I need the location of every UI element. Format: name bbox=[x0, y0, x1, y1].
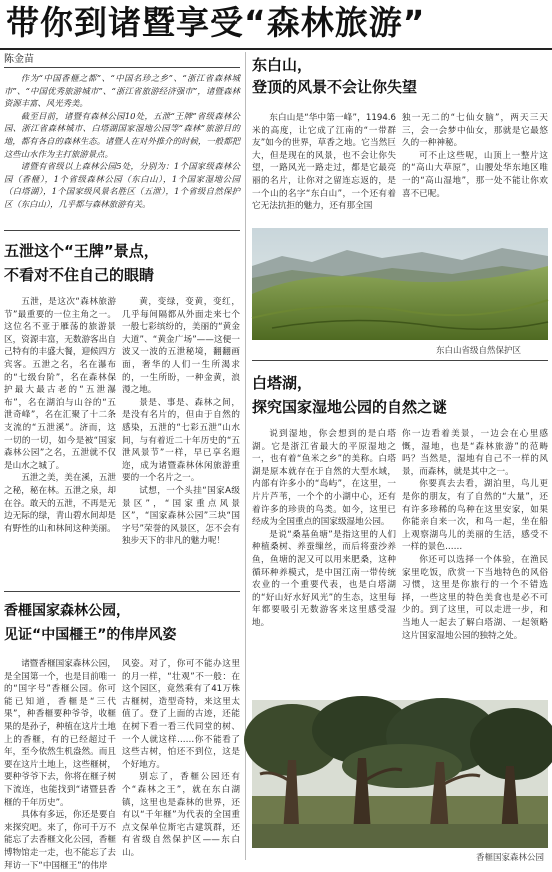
section-divider bbox=[4, 230, 240, 231]
intro-paragraph-3: 诸暨有省级以上森林公园5处，分别为：1个国家级森林公园（香榧），1个省级森林公园（东白山），1个国家湿地公园（白塔湖），1个国家级风景名胜区（五泄），1个省级自然保护区（东白山），几乎都与森林旅游有关。 bbox=[4, 161, 240, 209]
dongbai-title-line2: 登顶的风景不会让你失望 bbox=[252, 78, 418, 96]
xiangfei-col2-para-b: 别忘了，香榧公园还有个“森林之王”，就在东白湖镇，这里也是森林的世界，还有以“千年榧”为代表的全国重点文保单位斯宅古建筑群，还有省级自然保护区——东白山。 bbox=[122, 772, 240, 858]
baita-title-line2: 探究国家湿地公园的自然之谜 bbox=[252, 398, 448, 416]
xiangfei-caption: 香榧国家森林公园 bbox=[476, 853, 545, 863]
baita-col2-para-b: 你要真去去看，湖泊里，鸟儿更是你的朋友，有了自然的“大量”，还有许多珍稀的鸟种在这里安家，如果你能亲自来一次，和鸟一起，坐在船上观察湖鸟儿的美丽的生活，感受不一样的景色…… bbox=[402, 479, 548, 553]
wuxie-col2-para-b: 景是、事是、森林之间，是没有名片的，但由于自然的感染，五泄的“七彩五泄”山水间，与有着近二十年历史的“五泄风景节”一样，早已享名遐迩，成为诸暨森林休闲旅游重要的一个名片之一。 bbox=[122, 397, 240, 484]
dongbai-col1-para: 东白山是“华中第一峰”，1194.6米的高度，让它成了江南的“一带群友”如今的世界，草香之地。它当然巨大，但是现在的风景，也不会让你失望，一路风光一路走过，都是它最亮丽的名片，让你对之留连忘返的，是一个山的名字“东白山”，一个还有着它无法抗拒的魅力，还有那全国 bbox=[252, 113, 396, 212]
baita-col2-para-c: 你还可以选择一个体验，在渔民家里吃饭，欣赏一下当地特色的风俗习惯，这里是你旅行的一个不错选择，一些这里的特色美食也是必不可少的。到了这里，可以走进一步，和当地人一起去了解白塔湖、一起领略这片国家湿地公园的独特之处。 bbox=[402, 554, 548, 641]
xiangfei-col2-para: 风姿。对了，你可不能办这里的月一样，“壮观”不一般：在这个园区，竟然乘有了41万株古榧树，造型奇特，来这里太值了。登了上面的古迹，还能在树下看一看三代同堂的树、一个人就这样……你不能看了这些古树，怕还不到位，这是个好地方。 bbox=[122, 659, 240, 770]
page-headline: 带你到诸暨享受“森林旅游” bbox=[6, 3, 426, 42]
xiangfei-forest-photo bbox=[252, 700, 548, 848]
baita-title-line1: 白塔湖， bbox=[252, 374, 313, 392]
torreya-trees-image bbox=[252, 700, 548, 848]
baita-col1-para: 说到湿地，你会想到的是白塔湖。它是浙江省最大的平原湿地之一，也有着“鱼米之乡”的美称。白塔湖是原本就存在于自然的大型水域，内部有许多小的“岛屿”，在这里，一片片芦苇，一个个的小湖中心，还有着许多的珍贵的鸟类。如今，这里已经成为全国重点的国家级湿地公园。 bbox=[252, 429, 396, 528]
xiangfei-title-line2: 见证“中国榧王”的伟岸风姿 bbox=[4, 627, 177, 643]
wuxie-title-line2: 不看对不住自己的眼睛 bbox=[4, 266, 155, 284]
wuxie-col1-para-b: 五泄之美，美在溪，五泄之秘，秘在林。五泄之泉，却在谷。敢天的五泄，不再是无边无际的绿，青山碧水间却是有野性的山和林间这种美丽。 bbox=[4, 473, 116, 534]
byline-rule bbox=[4, 67, 240, 68]
headline-divider bbox=[0, 48, 552, 50]
xiangfei-column-2 bbox=[122, 658, 240, 858]
dongbai-title-line1: 东白山， bbox=[252, 56, 313, 74]
wuxie-column-2 bbox=[122, 296, 240, 583]
wuxie-col2-para-c: 试想，一个头挂“国家A级景区”，“国家重点风景区”，“国家森林公园”三块“国字号”荣誉的风景区，怎不会有独步天下的非凡的魅力呢！ bbox=[122, 485, 240, 547]
xiangfei-col1-para-b: 具体有多远，你还是要自来探究吧。来了，你可千万不能忘了去香榧文化公园，香榧博物馆走一走，也不能忘了去拜访一下“中国榧王”的伟岸 bbox=[4, 810, 116, 871]
dongbai-col2-para-b: 可不止这些呢，山顶上一整片这的“高山大草原”，山腰处华东地区唯一的“高山湿地”，那一处不能让你欢喜不已呢。 bbox=[402, 150, 548, 199]
baita-column-1 bbox=[252, 428, 396, 692]
dongbai-caption: 东白山省级自然保护区 bbox=[436, 346, 522, 356]
wuxie-column-1 bbox=[4, 296, 116, 583]
intro-paragraph-1: 作为“中国香榧之都”、“中国名珍之乡”、“浙江省森林城市”、“中国优秀旅游城市”、“浙江省旅游经济强市”，诸暨森林资源丰富、风光秀美。 bbox=[4, 73, 240, 109]
wuxie-col2-para: 黄，变绿，变黄，变红，几乎每间隔都从外面走来七个一般七彩缤纷的，美丽的“黄金大道”、“黄金广场”——这便一波又一波的五泄秘境，翻翻画面，奢华的人们一生所渴求的，一生所盼，一种金黄，浪漫之地。 bbox=[122, 297, 240, 396]
baita-col2-para: 你一边看着美景，一边会在心里感慨，湿地，也是“森林旅游”的范畴吗？当然是，湿地有自己不一样的风景，而森林，就是其中之一。 bbox=[402, 429, 548, 477]
xiangfei-col1-para: 诸暨香榧国家森林公园，是全国第一个，也是目前唯一的“国字号”香榧公园。你可能已知道，香榧是“三代果”，种香榧要种爷爷，收榧果的是孙子，种植在这片土地上的香榧，有的已经超过千年，至今依然生机盎然。而且要在这片土地上，这些榧树，要种爷爷下去，你将在榧子树下流连，也能找到“诸暨县香榧的千年历史”。 bbox=[4, 659, 116, 808]
xiangfei-column-1 bbox=[4, 658, 116, 871]
dongbai-col2-para: 独一无二的“七仙女脑”，两天三天三，会一会梦中仙女，那就是它最悠久的一种神秘。 bbox=[402, 113, 548, 149]
dongbai-column-2 bbox=[402, 112, 548, 226]
dongbai-column-1 bbox=[252, 112, 396, 226]
grassland-landscape-image bbox=[252, 228, 548, 340]
xiangfei-title-line1: 香榧国家森林公园， bbox=[4, 603, 130, 619]
wuxie-title-line1: 五泄这个“王牌”景点， bbox=[4, 242, 159, 260]
byline: 陈金苗 bbox=[4, 54, 34, 65]
dongbai-mountain-photo bbox=[252, 228, 548, 340]
section-divider bbox=[4, 591, 240, 592]
wuxie-col1-para: 五泄，是这次“森林旅游节”最重要的一位主角之一。这位名不亚于雁荡的旅游景区，资源丰富，无数游客出自己特有的丰盛大餐，迎候四方宾客。五泄之名，名在瀑布的“七级台阶”，名在森林保护最大最古老的“五泄瀑布”，名在湖泊与山谷的“五泄奇峰”，名在汇聚了十二条支流的“五泄溪”。济而，这一切的一切，如今是被“国家森林公园”之名，五泄就不仅是山水之城了。 bbox=[4, 297, 116, 471]
section-divider bbox=[252, 360, 548, 361]
baita-column-2 bbox=[402, 428, 548, 692]
intro-paragraph-2: 截至目前，诸暨有森林公园10处，五泄“王牌”省级森林公园、浙江省森林城市、白塔湖国家湿地公园等“森林”旅游目的地，都有各自的森林生态。诸暨人在对外推介的时候，一般都把这些山水作为主打旅游景点。 bbox=[4, 110, 240, 159]
baita-col1-para-b: 是说“桑基鱼塘”是指这里的人们种植桑树、养蚕缫丝，而后将蚕沙养鱼，鱼塘的泥又可以用来肥桑，这种循环种养模式，是中国江南一带传统农业的一个重要代表，也是白塔湖的“好山好水好风光”的生态，这里每年都要吸引无数游客来这里感受湿地。 bbox=[252, 529, 396, 628]
